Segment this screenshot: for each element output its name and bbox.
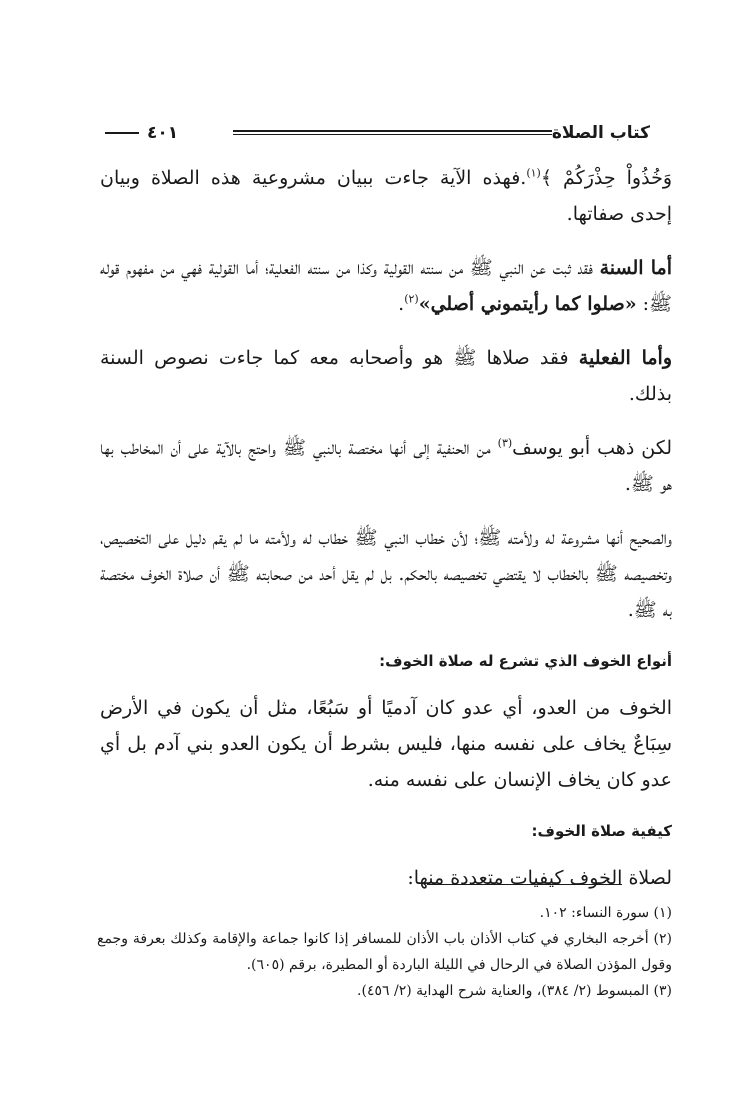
chapter-title: كتاب الصلاة bbox=[551, 123, 650, 143]
header-rule bbox=[233, 130, 552, 132]
footnotes bbox=[97, 900, 672, 1004]
paragraph-correct-view: والصحيح أنها مشروعة له ولأمته ﷺ؛ لأن خطاب النبي ﷺ خطاب له ولأمته ما لم يقم دليل على التخصيص، وتخصيصه ﷺ بالخطاب لا يقتضي تخصيصه بالحكم. بل لم يقل أحد من صحابته ﷺ أن صلاة الخوف مختصة به ﷺ. bbox=[100, 527, 672, 621]
footnote-ref-3[interactable]: (٣) bbox=[497, 436, 513, 450]
page-number: ٤٠١ bbox=[147, 123, 179, 143]
section-heading-types: أنواع الخوف الذي تشرع له صلاة الخوف: bbox=[379, 652, 672, 670]
paragraph-text: لكن ذهب أبو يوسف bbox=[512, 437, 672, 459]
paragraph-end: . bbox=[398, 293, 405, 315]
paragraph-text: فقد صلاها ﷺ هو وأصحابه معه كما جاءت نصوص السنة بذلك. bbox=[100, 347, 672, 405]
paragraph-verse bbox=[100, 160, 672, 232]
footnote-1: (١) سورة النساء: ١٠٢. bbox=[539, 905, 672, 921]
paragraph-fear-types: الخوف من العدو، أي عدو كان آدميًا أو سَبُعًا، مثل أن يكون في الأرض سِبَاعٌ يخاف على نفسه منها، فليس بشرط أن يكون العدو بني آدم بل أي عدو كان يخاف الإنسان على نفسه منه. bbox=[100, 697, 672, 791]
footnote-ref-1[interactable]: (١) bbox=[526, 166, 541, 180]
paragraph-sunnah bbox=[100, 250, 672, 322]
header-rule-thin bbox=[233, 134, 552, 135]
paragraph-abu-yusuf bbox=[100, 430, 672, 502]
paragraph-methods-intro: لصلاة الخوف كيفيات متعددة منها: bbox=[407, 867, 672, 889]
term-sunnah: أما السنة bbox=[599, 257, 672, 279]
footnote-ref-2[interactable]: (٢) bbox=[404, 292, 419, 306]
verse-fragment: وَخُذُواْ حِذْرَكُمْ ﴾ bbox=[540, 167, 672, 189]
paragraph-text: فقد ثبت عن النبي ﷺ من سنته القولية وكذا من سنته الفعلية؛ أما القولية فهي من مفهوم قوله ﷺ: bbox=[100, 257, 672, 315]
term-practical: وأما الفعلية bbox=[578, 347, 673, 369]
footnote-3: (٣) المبسوط (٢/ ٣٨٤)، والعناية شرح الهداية (٢/ ٤٥٦). bbox=[357, 983, 672, 999]
paragraph-practical bbox=[100, 340, 672, 412]
paragraph-text: من الحنفية إلى أنها مختصة بالنبي ﷺ واحتج بالآية على أن المخاطب بها هو ﷺ. bbox=[100, 437, 672, 495]
footnote-separator bbox=[427, 884, 622, 885]
main-text bbox=[100, 160, 672, 906]
running-header bbox=[105, 120, 650, 146]
page-number-rule bbox=[105, 132, 139, 134]
hadith-quote: «صلوا كما رأيتموني أصلي» bbox=[418, 293, 637, 315]
footnote-2: (٢) أخرجه البخاري في كتاب الأذان باب الأذان للمسافر إذا كانوا جماعة والإقامة وكذلك بعرفة وجمع وقول المؤذن الصلاة في الرحال في الليلة الباردة أو المطيرة، برقم (٦٠٥). bbox=[97, 931, 672, 973]
paragraph-text: .فهذه الآية جاءت ببيان مشروعية هذه الصلاة وبيان إحدى صفاتها. bbox=[100, 167, 672, 225]
section-heading-method: كيفية صلاة الخوف: bbox=[531, 822, 672, 840]
